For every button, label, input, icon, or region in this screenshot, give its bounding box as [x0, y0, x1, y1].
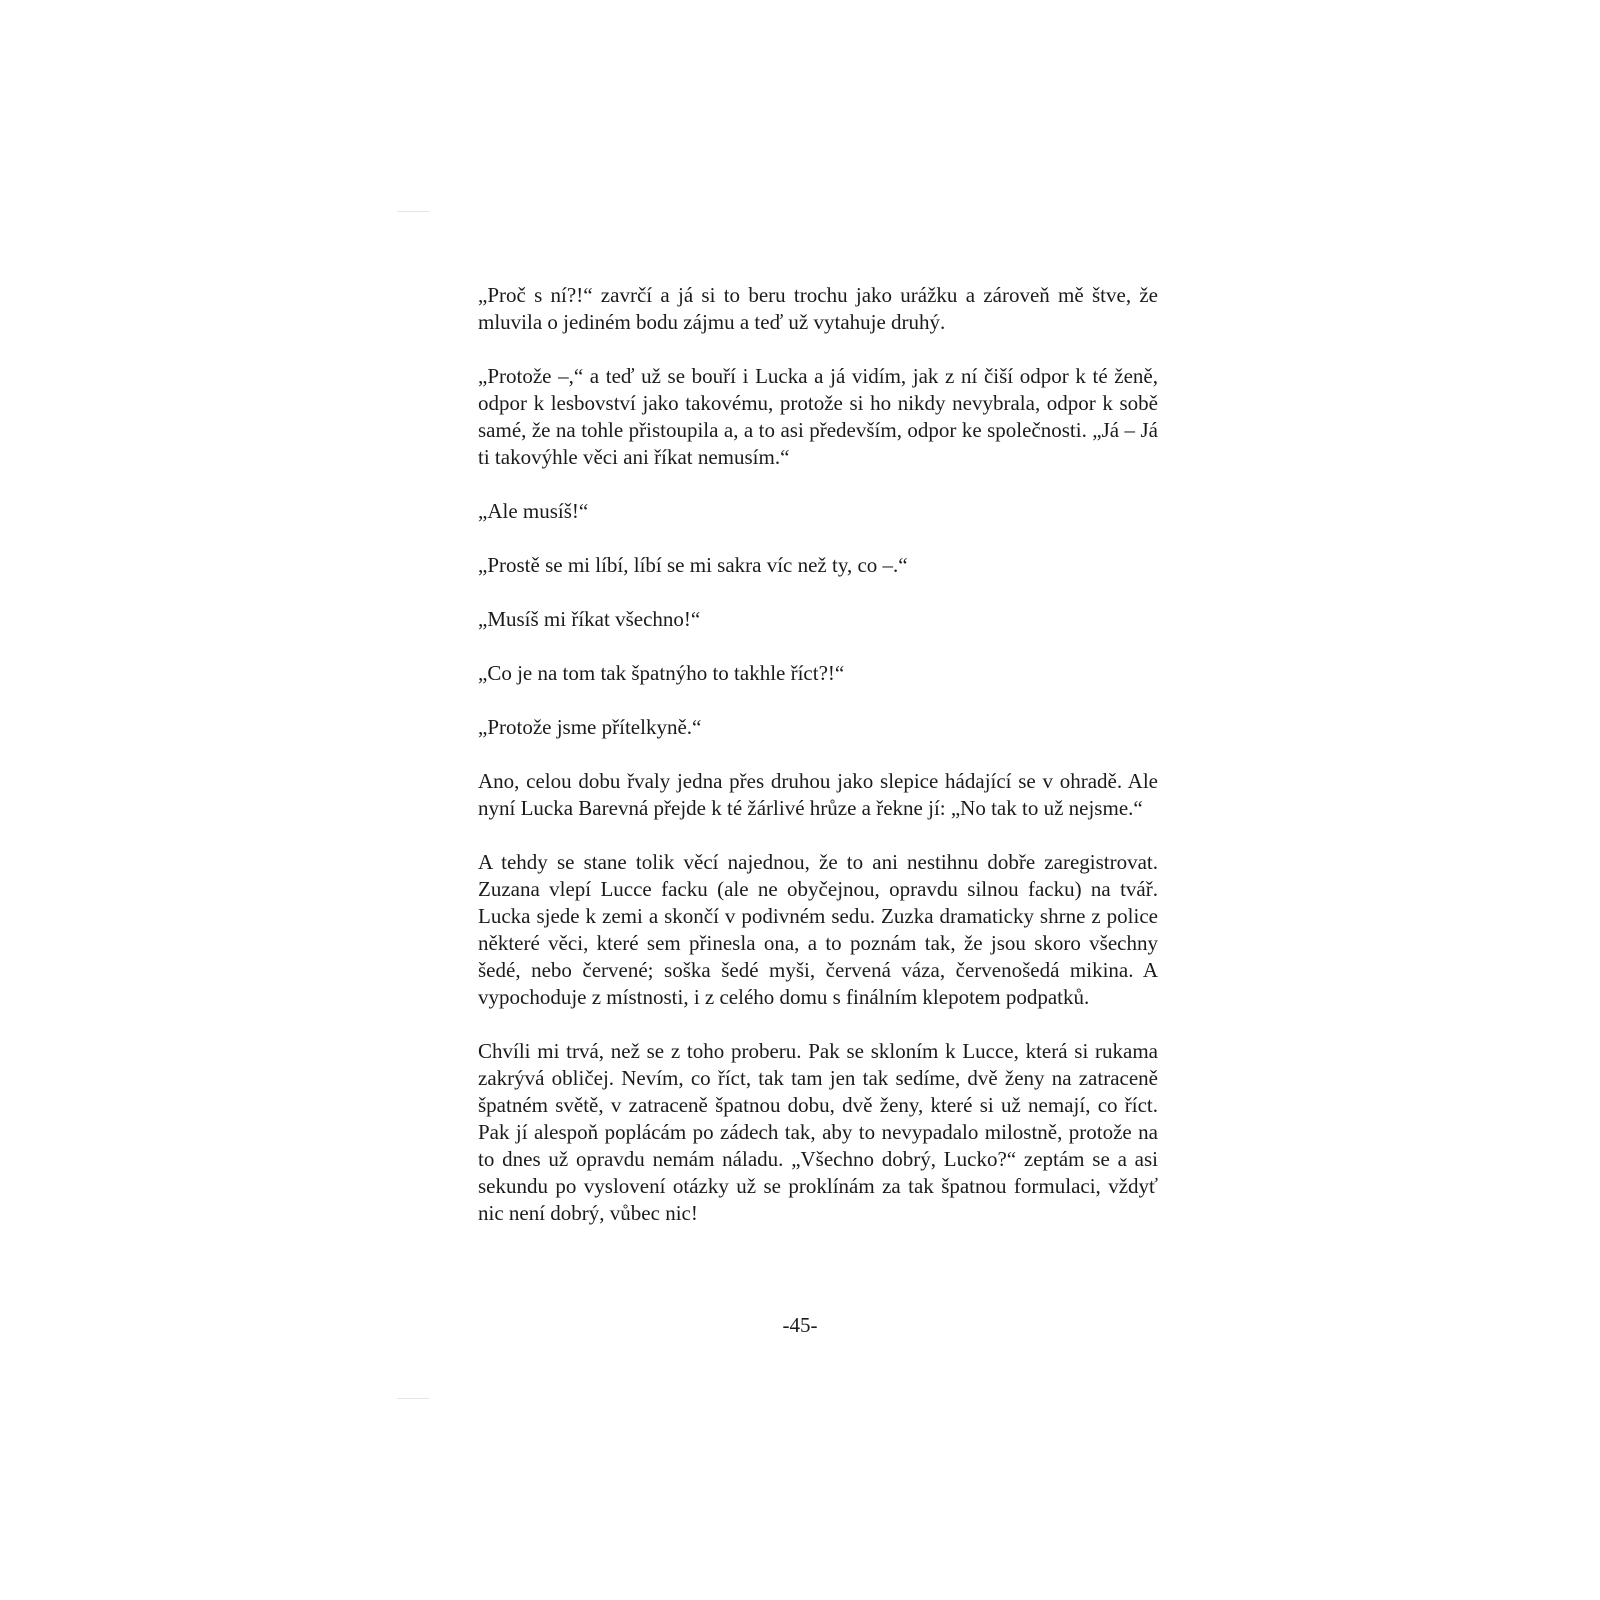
- body-text: [478, 282, 1158, 1254]
- paragraph: „Protože jsme přítelkyně.“: [478, 715, 702, 739]
- crop-mark-bottom: [397, 1398, 429, 1399]
- paragraph: „Ale musíš!“: [478, 499, 589, 523]
- paragraph: „Prostě se mi líbí, líbí se mi sakra víc než ty, co –.“: [478, 553, 908, 577]
- paragraph: „Musíš mi říkat všechno!“: [478, 607, 701, 631]
- paragraph: „Co je na tom tak špatnýho to takhle říct?!“: [478, 661, 845, 685]
- page-number: -45-: [782, 1313, 818, 1337]
- paragraph: Chvíli mi trvá, než se z toho proberu. Pak se skloním k Lucce, která si rukama zakrývá obličej. Nevím, co říct, tak tam jen tak sedíme, dvě ženy na zatraceně špatném světě, v zatraceně špatnou dobu, dvě ženy, které si už nemají, co říct. Pak jí alespoň poplácám po zádech tak, aby to nevypadalo milostně, protože na to dnes už opravdu nemám náladu. „Všechno dobrý, Lucko?“ zeptám se a asi sekundu po vyslovení otázky už se proklínám za tak špatnou formulaci, vždyť nic není dobrý, vůbec nic!: [478, 1039, 1158, 1225]
- paragraph: „Protože –,“ a teď už se bouří i Lucka a já vidím, jak z ní čiší odpor k té ženě, odpor k lesbovství jako takovému, protože si ho nikdy nevybrala, odpor k sobě samé, že na tohle přistoupila a, a to asi především, odpor ke společnosti. „Já – Já ti takovýhle věci ani říkat nemusím.“: [478, 364, 1158, 469]
- paragraph: „Proč s ní?!“ zavrčí a já si to beru trochu jako urážku a zároveň mě štve, že mluvila o jediném bodu zájmu a teď už vytahuje druhý.: [478, 283, 1158, 334]
- paragraph: Ano, celou dobu řvaly jedna přes druhou jako slepice hádající se v ohradě. Ale nyní Lucka Barevná přejde k té žárlivé hrůze a řekne jí: „No tak to už nejsme.“: [478, 769, 1158, 820]
- paragraph: A tehdy se stane tolik věcí najednou, že to ani nestihnu dobře zaregistrovat. Zuzana vlepí Lucce facku (ale ne obyčejnou, opravdu silnou facku) na tvář. Lucka sjede k zemi a skončí v podivném sedu. Zuzka dramaticky shrne z police některé věci, které sem přinesla ona, a to poznám tak, že jsou skoro všechny šedé, nebo červené; soška šedé myši, červená váza, červenošedá mikina. A vypochoduje z místnosti, i z celého domu s finálním klepotem podpatků.: [478, 850, 1158, 1009]
- crop-mark-top: [397, 211, 429, 212]
